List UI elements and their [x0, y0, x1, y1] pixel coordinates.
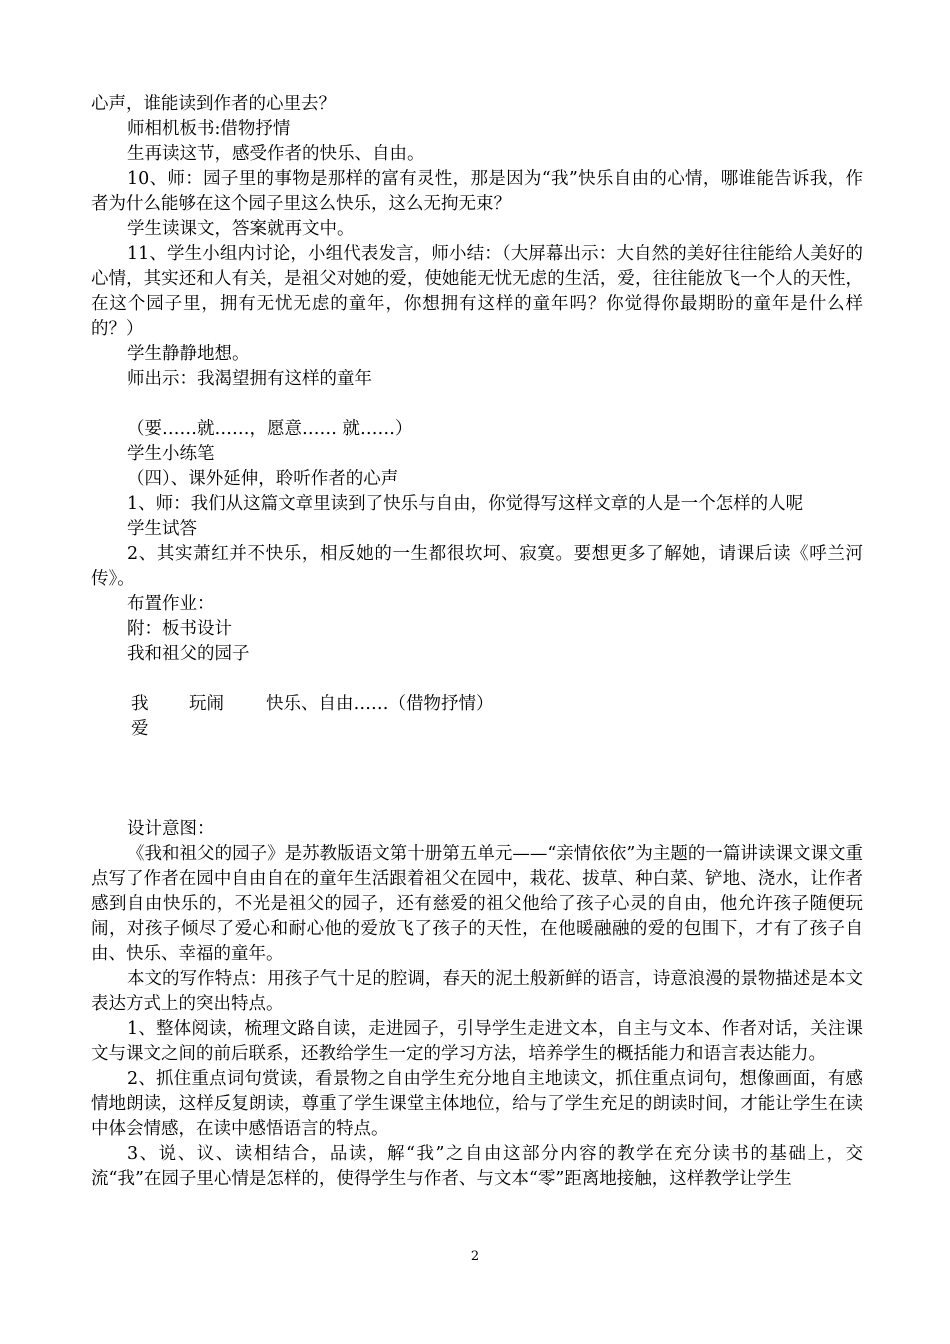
paragraph: （要……就……，愿意…… 就……） [127, 419, 413, 439]
board-design-row [91, 717, 863, 742]
paragraph: 3、说、议、读相结合，品读，解“我”之自由这部分内容的教学在充分读书的基础上，交流“我”在园子里心情是怎样的，使得学生与作者、与文本“零”距离地接触，这样教学让学生 [91, 1144, 863, 1189]
paragraph: 1、整体阅读，梳理文路自读，走进园子，引导学生走进文本，自主与文本、作者对话，关注课文与课文之间的前后联系，还教给学生一定的学习方法，培养学生的概括能力和语言表达能力。 [91, 1019, 863, 1064]
paragraph: 本文的写作特点：用孩子气十足的腔调，春天的泥土般新鲜的语言，诗意浪漫的景物描述是本文表达方式上的突出特点。 [91, 969, 863, 1014]
paragraph: （四）、课外延伸，聆听作者的心声 [127, 469, 399, 489]
paragraph: 学生读课文，答案就再文中。 [127, 219, 355, 239]
board-cell: 我 [131, 694, 149, 714]
paragraph: 布置作业： [127, 594, 215, 614]
board-cell: 爱 [131, 719, 149, 739]
paragraph: 2、抓住重点词句赏读，看景物之自由学生充分地自主地读文，抓住重点词句，想像画面，有感情地朗读，这样反复朗读，尊重了学生课堂主体地位，给与了学生充足的朗读时间，才能让学生在读中体会情感，在读中感悟语言的特点。 [91, 1069, 863, 1139]
blank-line [91, 392, 863, 417]
board-design-row [91, 692, 863, 717]
paragraph: 师出示：我渴望拥有这样的童年 [127, 369, 372, 389]
paragraph: 学生静静地想。 [127, 344, 250, 364]
paragraph: 我和祖父的园子 [127, 644, 250, 664]
document-body [91, 92, 863, 1192]
paragraph: 学生试答 [127, 519, 197, 539]
paragraph: 心声，谁能读到作者的心里去？ [91, 94, 336, 114]
blank-line [91, 667, 863, 692]
paragraph: 11、学生小组内讨论，小组代表发言，师小结：（大屏幕出示：大自然的美好往往能给人美好的心情，其实还和人有关，是祖父对她的爱，使她能无忧无虑的生活，爱，往往能放飞一个人的天性，在这个园子里，拥有无忧无虑的童年，你想拥有这样的童年吗？你觉得你最期盼的童年是什么样的？） [91, 244, 863, 339]
paragraph: 1、师：我们从这篇文章里读到了快乐与自由，你觉得写这样文章的人是一个怎样的人呢 [127, 494, 804, 514]
board-cell: 玩闹 [189, 694, 224, 714]
paragraph: 《我和祖父的园子》是苏教版语文第十册第五单元——“亲情依依”为主题的一篇讲读课文课文重点写了作者在园中自由自在的童年生活跟着祖父在园中，栽花、拔草、种白菜、铲地、浇水，让作者感到自由快乐的，不光是祖父的园子，还有慈爱的祖父他给了孩子心灵的自由，他允许孩子随便玩闹，对孩子倾尽了爱心和耐心他的爱放飞了孩子的天性，在他暖融融的爱的包围下，才有了孩子自由、快乐、幸福的童年。 [91, 844, 863, 964]
paragraph: 师相机板书:借物抒情 [127, 119, 291, 139]
section-heading: 设计意图： [127, 819, 215, 839]
paragraph: 附：板书设计 [127, 619, 232, 639]
paragraph: 学生小练笔 [127, 444, 215, 464]
blank-space [91, 742, 863, 817]
paragraph: 10、师：园子里的事物是那样的富有灵性，那是因为“我”快乐自由的心情，哪谁能告诉我，作者为什么能够在这个园子里这么快乐，这么无拘无束？ [91, 169, 863, 214]
paragraph: 2、其实萧红并不快乐，相反她的一生都很坎坷、寂寞。要想更多了解她，请课后读《呼兰河传》。 [91, 544, 863, 589]
board-cell: 快乐、自由……（借物抒情） [266, 694, 494, 714]
page-number: 2 [470, 1249, 480, 1264]
paragraph: 生再读这节，感受作者的快乐、自由。 [127, 144, 425, 164]
